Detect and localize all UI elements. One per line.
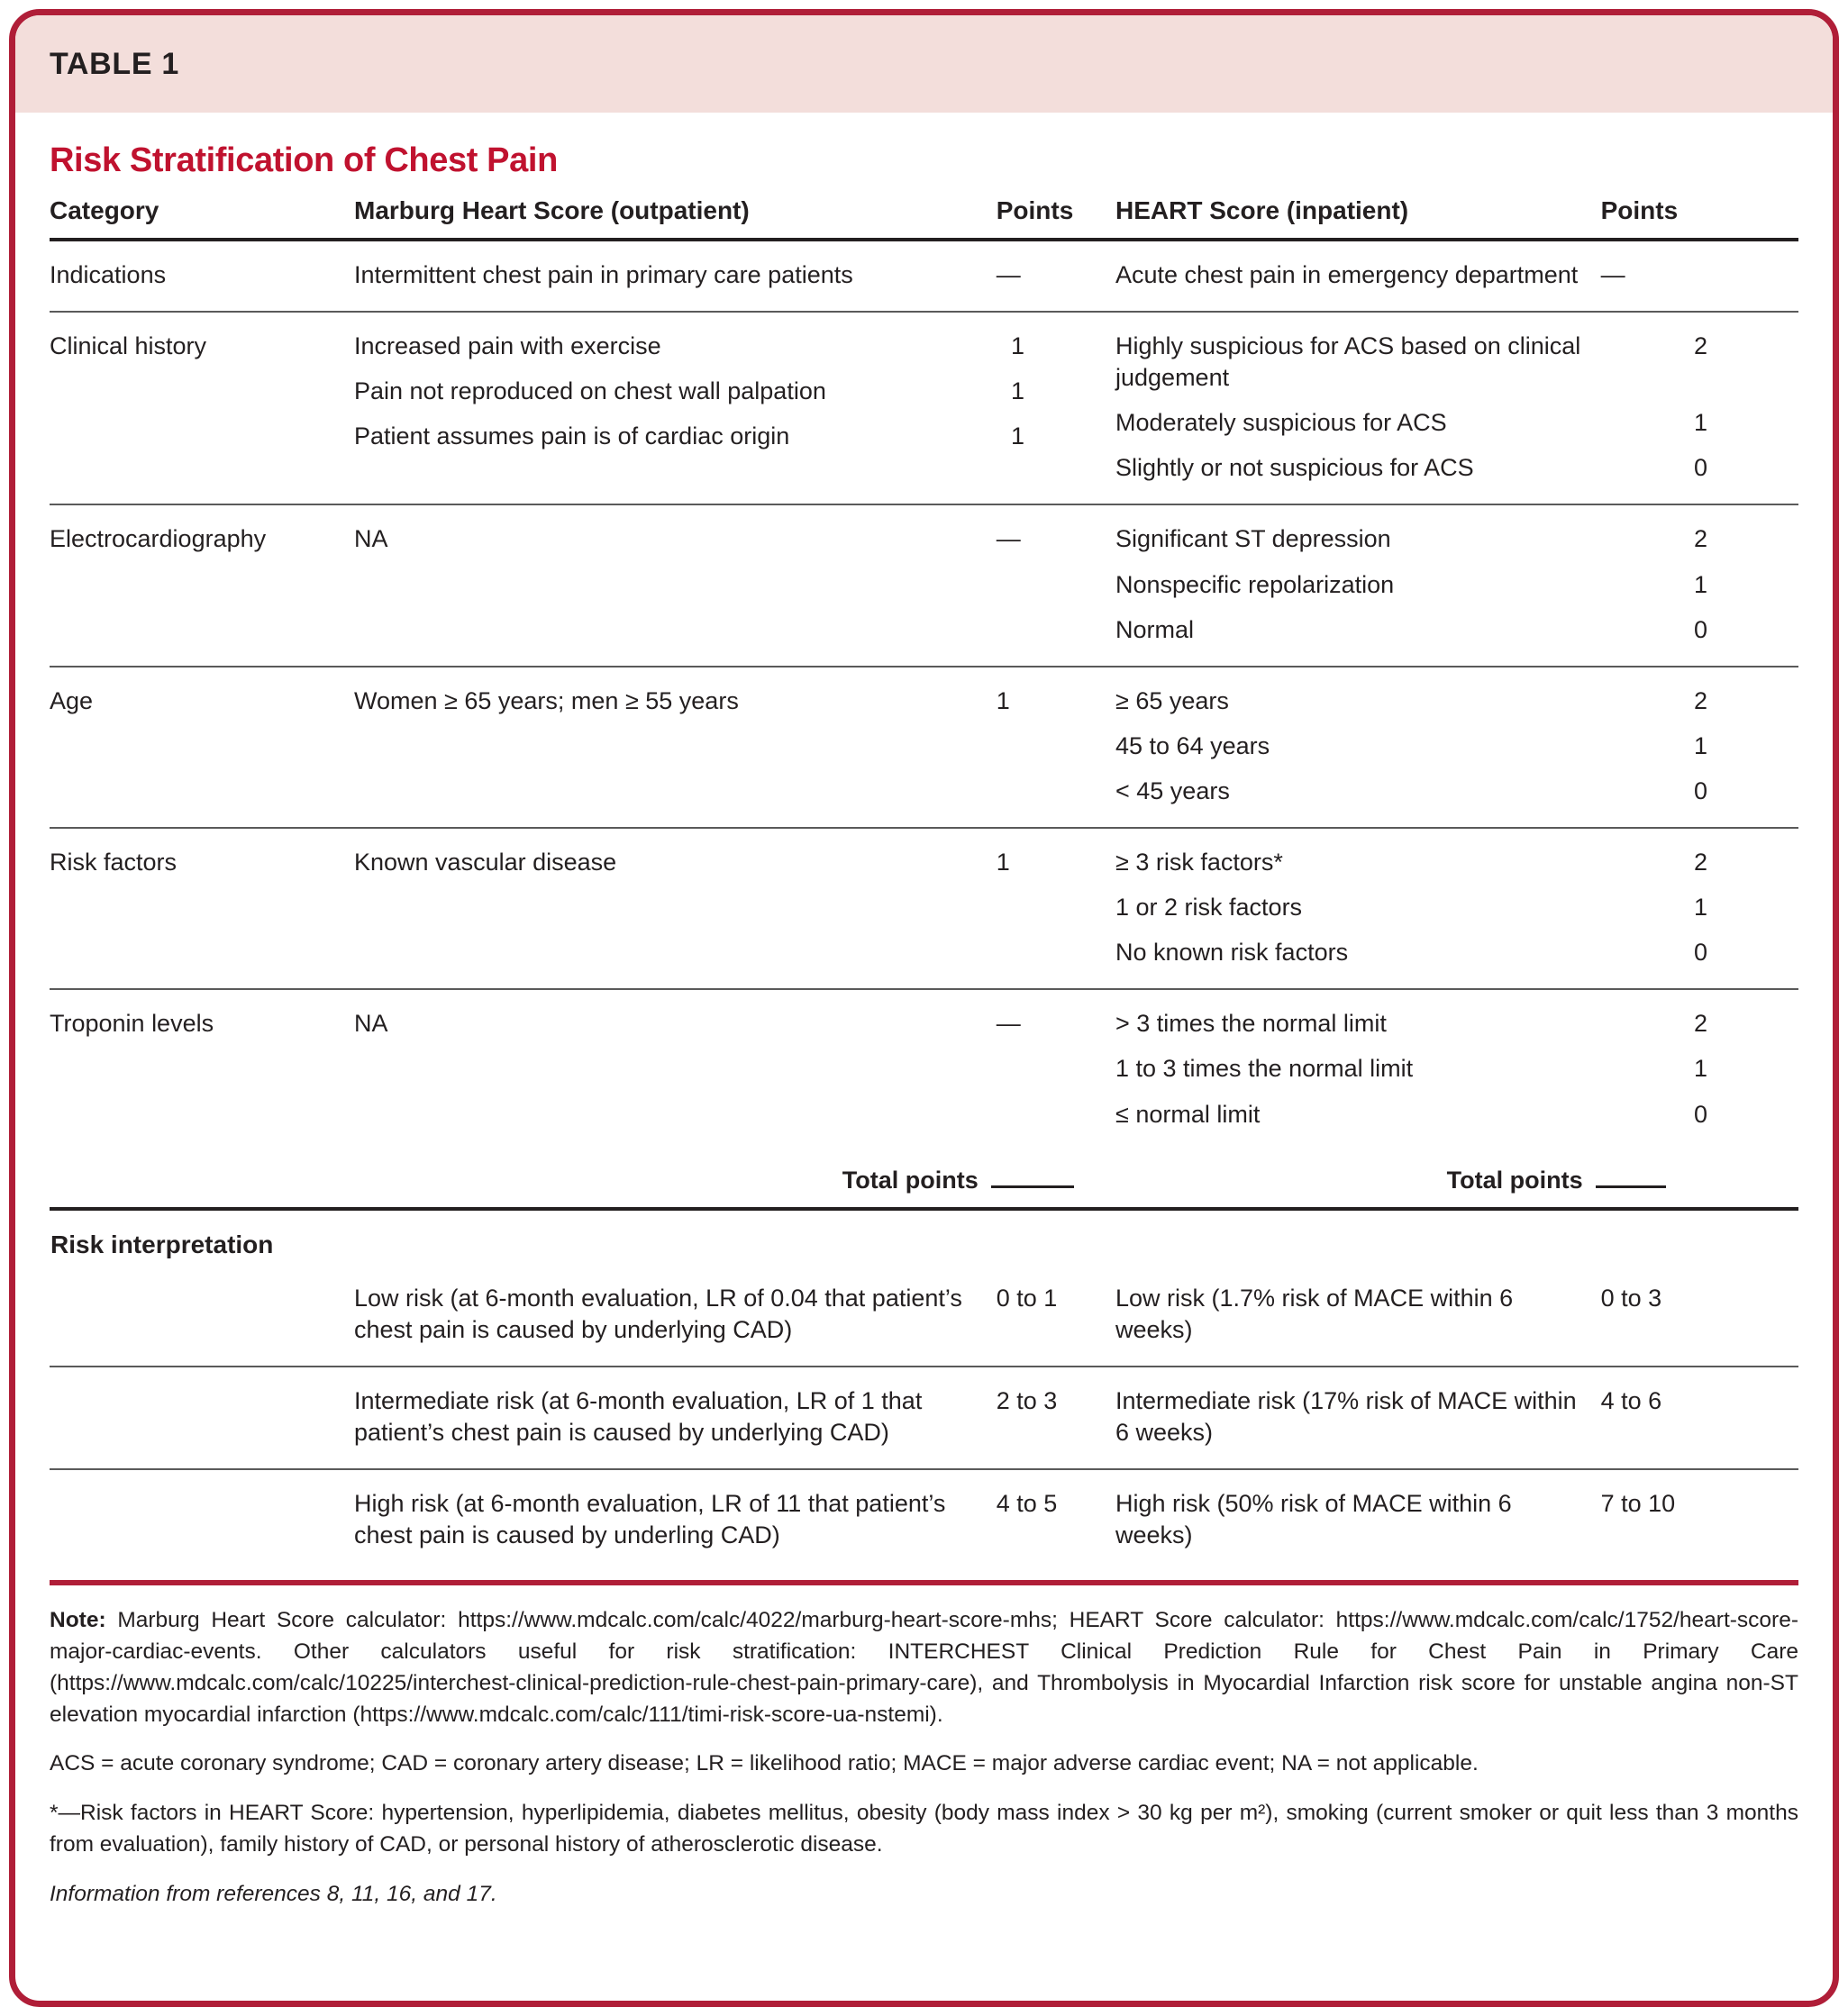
cell-category: Risk factors xyxy=(50,849,178,876)
totals-label-heart: Total points xyxy=(1446,1166,1583,1194)
heart-option-list xyxy=(1115,1008,1784,1130)
cell-heart: Intermediate risk (17% risk of MACE within 6 weeks) xyxy=(1115,1386,1577,1446)
option-points: 1 xyxy=(1694,570,1708,598)
cell-marburg-options xyxy=(354,312,1115,504)
cell-marburg: Intermittent chest pain in primary care patients xyxy=(354,261,853,288)
cell-heart-options xyxy=(1115,667,1798,828)
cell-points-marburg: 1 xyxy=(996,849,1010,876)
option-points: 2 xyxy=(1694,849,1708,876)
option-text: < 45 years xyxy=(1115,776,1230,804)
option-text: Increased pain with exercise xyxy=(354,332,661,360)
option-text: Significant ST depression xyxy=(1115,525,1391,553)
table-row xyxy=(50,240,1798,312)
cell-category: Indications xyxy=(50,261,167,288)
heart-option-list xyxy=(1115,523,1784,645)
option-text: ≤ normal limit xyxy=(1115,1100,1261,1128)
option-text: Normal xyxy=(1115,615,1195,643)
header-row xyxy=(50,196,1798,240)
table-footnotes xyxy=(50,1585,1798,1910)
cell-category: Troponin levels xyxy=(50,1010,214,1038)
cell-marburg: Intermediate risk (at 6-month evaluation, LR of 1 that patient’s chest pain is caused by underlying CAD) xyxy=(354,1386,923,1446)
column-header-heart: HEART Score (inpatient) xyxy=(1115,196,1409,224)
option-text: No known risk factors xyxy=(1115,939,1349,967)
table-row xyxy=(50,312,1798,504)
option-text: Highly suspicious for ACS based on clinical judgement xyxy=(1115,332,1581,392)
option-points: 0 xyxy=(1694,776,1708,804)
column-header-points-heart: Points xyxy=(1600,196,1679,224)
option-item xyxy=(1115,847,1784,892)
cell-heart: Acute chest pain in emergency department xyxy=(1115,261,1579,288)
table-row xyxy=(50,1367,1798,1469)
option-text: 1 or 2 risk factors xyxy=(1115,894,1303,922)
option-points: 1 xyxy=(1694,731,1708,759)
table-row xyxy=(50,667,1798,828)
risk-stratification-table xyxy=(50,196,1798,1571)
option-text: Pain not reproduced on chest wall palpation xyxy=(354,377,826,405)
heart-option-list xyxy=(1115,686,1784,807)
table-row xyxy=(50,989,1798,1149)
marburg-option-list xyxy=(354,331,1101,452)
table-row xyxy=(50,828,1798,989)
cell-category-empty xyxy=(50,1367,354,1469)
cell-marburg: High risk (at 6-month evaluation, LR of 11 that patient’s chest pain is caused by underling CAD) xyxy=(354,1489,946,1549)
option-text: Slightly or not suspicious for ACS xyxy=(1115,454,1474,482)
total-points-input-marburg[interactable] xyxy=(991,1167,1074,1188)
cell-points-marburg: — xyxy=(996,525,1021,553)
option-item xyxy=(354,331,1101,376)
heart-option-list xyxy=(1115,331,1784,484)
option-points: 0 xyxy=(1694,454,1708,482)
totals-blank-marburg[interactable] xyxy=(991,1150,1115,1209)
option-points: 1 xyxy=(1011,422,1025,450)
option-points: 1 xyxy=(1694,894,1708,922)
option-item xyxy=(1115,523,1784,568)
footnote-asterisk: *—Risk factors in HEART Score: hypertension, hyperlipidemia, diabetes mellitus, obesity (body mass index > 30 kg per m²), smoking (current smoker or quit less than 3 months from evaluation), family history of CAD, or personal history of atherosclerotic disease. xyxy=(50,1801,1798,1857)
footnote-source: Information from references 8, 11, 16, and 17. xyxy=(50,1881,497,1906)
option-points: 2 xyxy=(1694,525,1708,553)
option-points: 1 xyxy=(1694,409,1708,437)
option-points: 1 xyxy=(1694,1055,1708,1083)
option-points: 2 xyxy=(1694,1010,1708,1038)
option-item xyxy=(1115,1053,1784,1098)
option-item xyxy=(1115,1008,1784,1053)
totals-spacer xyxy=(50,1150,354,1209)
option-item xyxy=(354,421,1101,452)
table-row xyxy=(50,1265,1798,1367)
option-points: 0 xyxy=(1694,1100,1708,1128)
cell-heart: Low risk (1.7% risk of MACE within 6 weeks) xyxy=(1115,1284,1514,1343)
option-text: > 3 times the normal limit xyxy=(1115,1010,1387,1038)
option-item xyxy=(1115,569,1784,614)
option-item xyxy=(354,376,1101,421)
option-item xyxy=(1115,331,1784,407)
option-text: Nonspecific repolarization xyxy=(1115,570,1395,598)
option-points: 1 xyxy=(1011,332,1025,360)
option-item xyxy=(1115,614,1784,646)
footnote-note-label: Note: xyxy=(50,1608,106,1633)
footnote-note-body: Marburg Heart Score calculator: https://www.mdcalc.com/calc/4022/marburg-heart-score-mhs; HEART Score calculator: https://www.mdcalc.com/calc/1752/heart-score-major-cardiac-events. Other calculators useful for risk stratification: INTERCHEST Clinical Prediction Rule for Chest Pain in Primary Care (https://www.mdcalc.com/calc/10225/interchest-clinical-prediction-rule-chest-pain-primary-care), and Thrombolysis in Myocardial Infarction risk score for unstable angina non-ST elevation myocardial infarction (https://www.mdcalc.com/calc/111/timi-risk-score-ua-nstemi). xyxy=(50,1608,1798,1727)
option-item xyxy=(1115,1099,1784,1131)
option-item xyxy=(1115,686,1784,731)
option-item xyxy=(1115,937,1784,968)
cell-points-heart: 0 to 3 xyxy=(1600,1284,1662,1312)
option-item xyxy=(1115,407,1784,452)
cell-points-marburg: — xyxy=(996,261,1021,288)
cell-category: Electrocardiography xyxy=(50,525,267,553)
total-points-input-heart[interactable] xyxy=(1596,1167,1666,1188)
option-item xyxy=(1115,892,1784,937)
option-item xyxy=(1115,452,1784,484)
option-item xyxy=(1115,731,1784,776)
totals-blank-heart[interactable] xyxy=(1596,1150,1798,1209)
cell-marburg: Women ≥ 65 years; men ≥ 55 years xyxy=(354,686,739,714)
table-header xyxy=(50,196,1798,240)
option-text: 1 to 3 times the normal limit xyxy=(1115,1055,1414,1083)
cell-marburg: NA xyxy=(354,525,388,553)
cell-heart-options xyxy=(1115,504,1798,666)
cell-points-heart: 4 to 6 xyxy=(1600,1386,1662,1414)
option-text: Moderately suspicious for ACS xyxy=(1115,409,1447,437)
option-points: 0 xyxy=(1694,615,1708,643)
column-header-points-marburg: Points xyxy=(996,196,1074,224)
cell-points-heart: 7 to 10 xyxy=(1600,1489,1676,1517)
cell-category-empty xyxy=(50,1265,354,1367)
footnote-note xyxy=(50,1605,1798,1730)
option-points: 2 xyxy=(1694,686,1708,714)
column-header-marburg: Marburg Heart Score (outpatient) xyxy=(354,196,750,224)
table-frame xyxy=(9,9,1839,2007)
cell-marburg: Low risk (at 6-month evaluation, LR of 0.04 that patient’s chest pain is caused by underlying CAD) xyxy=(354,1284,962,1343)
totals-label-marburg: Total points xyxy=(842,1166,979,1194)
table-row xyxy=(50,504,1798,666)
totals-row xyxy=(50,1150,1798,1209)
cell-heart-options xyxy=(1115,828,1798,989)
table-row xyxy=(50,1469,1798,1571)
cell-points-marburg: 0 to 1 xyxy=(996,1284,1058,1312)
table-number-label: TABLE 1 xyxy=(50,46,179,81)
cell-heart-options xyxy=(1115,312,1798,504)
table-body xyxy=(50,240,1798,1571)
option-text: Patient assumes pain is of cardiac origin xyxy=(354,422,790,450)
option-text: 45 to 64 years xyxy=(1115,731,1270,759)
table-number-band xyxy=(15,15,1833,113)
risk-interpretation-label: Risk interpretation xyxy=(50,1230,274,1258)
cell-points-marburg: 1 xyxy=(996,686,1010,714)
option-points: 1 xyxy=(1011,377,1025,405)
risk-interpretation-header-row xyxy=(50,1209,1798,1265)
cell-marburg: Known vascular disease xyxy=(354,849,617,876)
cell-points-marburg: 4 to 5 xyxy=(996,1489,1058,1517)
table-title: Risk Stratification of Chest Pain xyxy=(50,141,558,179)
table-content xyxy=(15,141,1833,1910)
footnote-abbreviations: ACS = acute coronary syndrome; CAD = coronary artery disease; LR = likelihood ratio; MACE = major adverse cardiac event; NA = not applicable. xyxy=(50,1751,1479,1776)
option-text: ≥ 3 risk factors* xyxy=(1115,849,1283,876)
option-points: 0 xyxy=(1694,939,1708,967)
cell-marburg: NA xyxy=(354,1010,388,1038)
cell-points-marburg: 2 to 3 xyxy=(996,1386,1058,1414)
cell-heart-options xyxy=(1115,989,1798,1149)
cell-category-empty xyxy=(50,1469,354,1571)
cell-points-marburg: — xyxy=(996,1010,1021,1038)
option-item xyxy=(1115,776,1784,807)
heart-option-list xyxy=(1115,847,1784,968)
option-points: 2 xyxy=(1694,332,1708,360)
cell-heart: High risk (50% risk of MACE within 6 weeks) xyxy=(1115,1489,1512,1549)
cell-category: Age xyxy=(50,686,94,714)
cell-category: Clinical history xyxy=(50,332,207,360)
column-header-category: Category xyxy=(50,196,159,224)
cell-points-heart: — xyxy=(1600,261,1625,288)
option-text: ≥ 65 years xyxy=(1115,686,1229,714)
